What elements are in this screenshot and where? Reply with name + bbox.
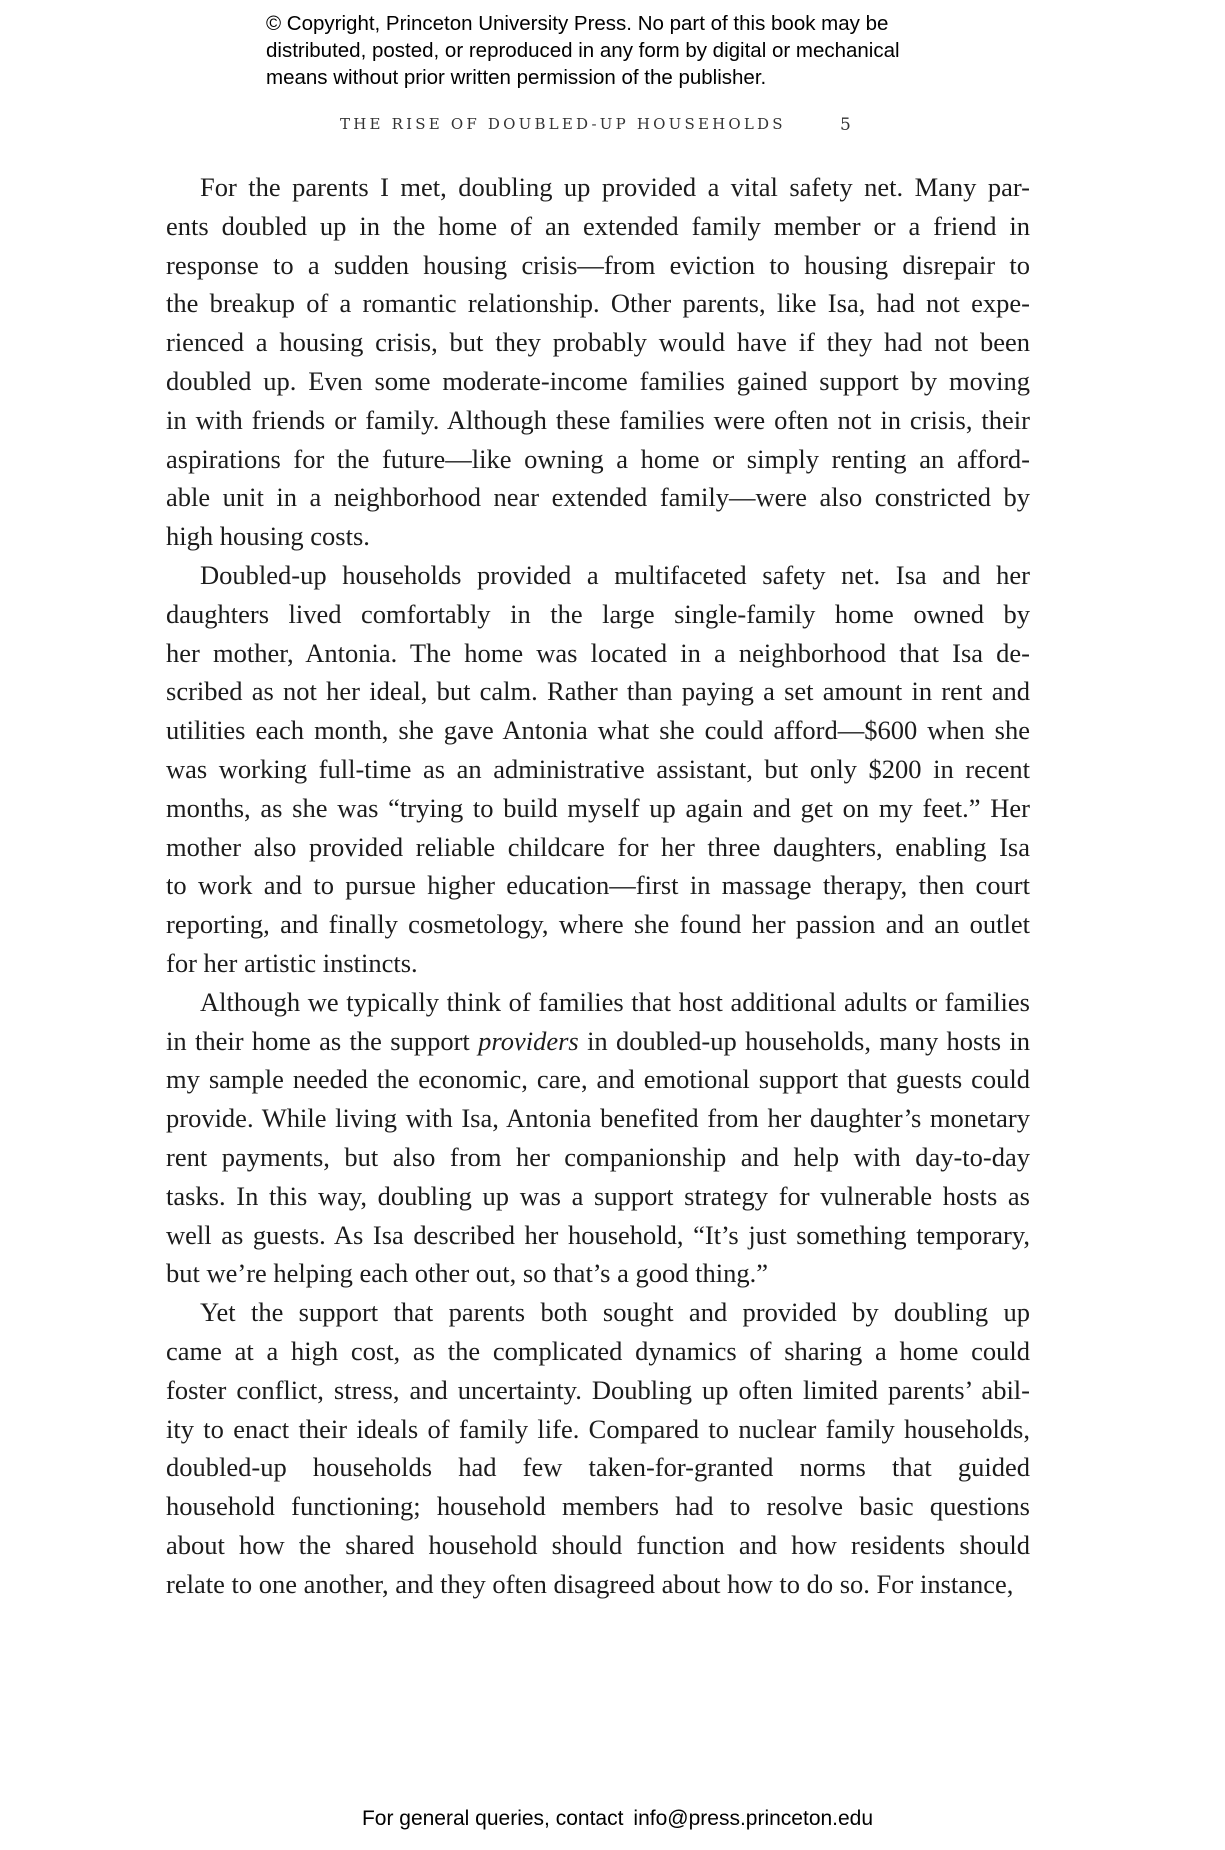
text-line: came at a high cost, as the complicated dynamics of sharing a home could bbox=[166, 1335, 1030, 1366]
copyright-notice bbox=[266, 10, 1026, 91]
text-line: For the parents I met, doubling up provided a vital safety net. Many par- bbox=[200, 172, 1030, 202]
text-line: Doubled-up households provided a multifaceted safety net. Isa and her bbox=[200, 559, 1030, 590]
text-line: foster conflict, stress, and uncertainty. Doubling up often limited parents’ abil- bbox=[166, 1374, 1030, 1405]
copyright-line: © Copyright, Princeton University Press. No part of this book may be bbox=[266, 12, 889, 35]
paragraph bbox=[166, 1293, 1030, 1603]
text-line: relate to one another, and they often disagreed about how to do so. For instance, bbox=[166, 1568, 1014, 1599]
text-line: response to a sudden housing crisis—from eviction to housing disrepair to bbox=[166, 249, 1030, 280]
text-line: reporting, and finally cosmetology, where she found her passion and an outlet bbox=[166, 909, 1030, 940]
text-line: provide. While living with Isa, Antonia benefited from her daughter’s monetary bbox=[166, 1103, 1030, 1134]
paragraph bbox=[166, 168, 1030, 556]
text-line: the breakup of a romantic relationship. Other parents, like Isa, had not expe- bbox=[166, 288, 1030, 319]
footer bbox=[0, 1807, 1225, 1831]
copyright-line: means without prior written permission of the publisher. bbox=[266, 66, 767, 89]
text-line: ents doubled up in the home of an extended family member or a friend in bbox=[166, 210, 1030, 241]
text-line: her mother, Antonia. The home was located in a neighborhood that Isa de- bbox=[166, 637, 1030, 668]
text-line: high housing costs. bbox=[166, 521, 370, 552]
text-line: Although we typically think of families that host additional adults or families bbox=[200, 986, 1030, 1017]
text-line: ity to enact their ideals of family life. Compared to nuclear family households, bbox=[166, 1413, 1030, 1444]
body-text bbox=[166, 168, 1030, 1603]
text-line: aspirations for the future—like owning a home or simply renting an afford- bbox=[166, 443, 1030, 474]
page-number: 5 bbox=[840, 115, 851, 135]
text-line: well as guests. As Isa described her household, “It’s just something temporary, bbox=[166, 1219, 1030, 1250]
text-line: in their home as the support providers in doubled-up households, many hosts in bbox=[166, 1025, 1030, 1056]
text-line: rienced a housing crisis, but they probably would have if they had not been bbox=[166, 327, 1030, 358]
running-head: THE RISE OF DOUBLED-UP HOUSEHOLDS bbox=[340, 115, 786, 133]
text-line: doubled-up households had few taken-for-granted norms that guided bbox=[166, 1452, 1030, 1483]
paragraph bbox=[166, 983, 1030, 1293]
text-line: for her artistic instincts. bbox=[166, 947, 418, 978]
text-line: my sample needed the economic, care, and emotional support that guests could bbox=[166, 1064, 1030, 1095]
paragraph bbox=[166, 556, 1030, 983]
text-line: utilities each month, she gave Antonia what she could afford—$600 when she bbox=[166, 715, 1030, 746]
text-line: about how the shared household should function and how residents should bbox=[166, 1529, 1030, 1560]
text-line: able unit in a neighborhood near extended family—were also constricted by bbox=[166, 482, 1030, 513]
text-line: mother also provided reliable childcare for her three daughters, enabling Isa bbox=[166, 831, 1030, 862]
text-line: months, as she was “trying to build myself up again and get on my feet.” Her bbox=[166, 792, 1030, 823]
text-line: was working full-time as an administrative assistant, but only $200 in recent bbox=[166, 753, 1030, 784]
text-line: to work and to pursue higher education—first in massage therapy, then court bbox=[166, 870, 1030, 901]
text-line: in with friends or family. Although these families were often not in crisis, their bbox=[166, 404, 1030, 435]
text-line: doubled up. Even some moderate-income families gained support by moving bbox=[166, 365, 1030, 396]
text-line: tasks. In this way, doubling up was a support strategy for vulnerable hosts as bbox=[166, 1180, 1030, 1211]
footer-label: For general queries, contact bbox=[361, 1807, 624, 1830]
text-line: scribed as not her ideal, but calm. Rather than paying a set amount in rent and bbox=[166, 676, 1030, 707]
text-line: Yet the support that parents both sought and provided by doubling up bbox=[200, 1297, 1030, 1328]
text-line: household functioning; household members had to resolve basic questions bbox=[166, 1491, 1030, 1522]
footer-email[interactable]: info@press.princeton.edu bbox=[633, 1807, 874, 1830]
text-line: daughters lived comfortably in the large single-family home owned by bbox=[166, 598, 1030, 629]
text-line: rent payments, but also from her companionship and help with day-to-day bbox=[166, 1141, 1030, 1172]
copyright-line: distributed, posted, or reproduced in any form by digital or mechanical bbox=[266, 39, 900, 62]
text-line: but we’re helping each other out, so that’s a good thing.” bbox=[166, 1258, 768, 1289]
